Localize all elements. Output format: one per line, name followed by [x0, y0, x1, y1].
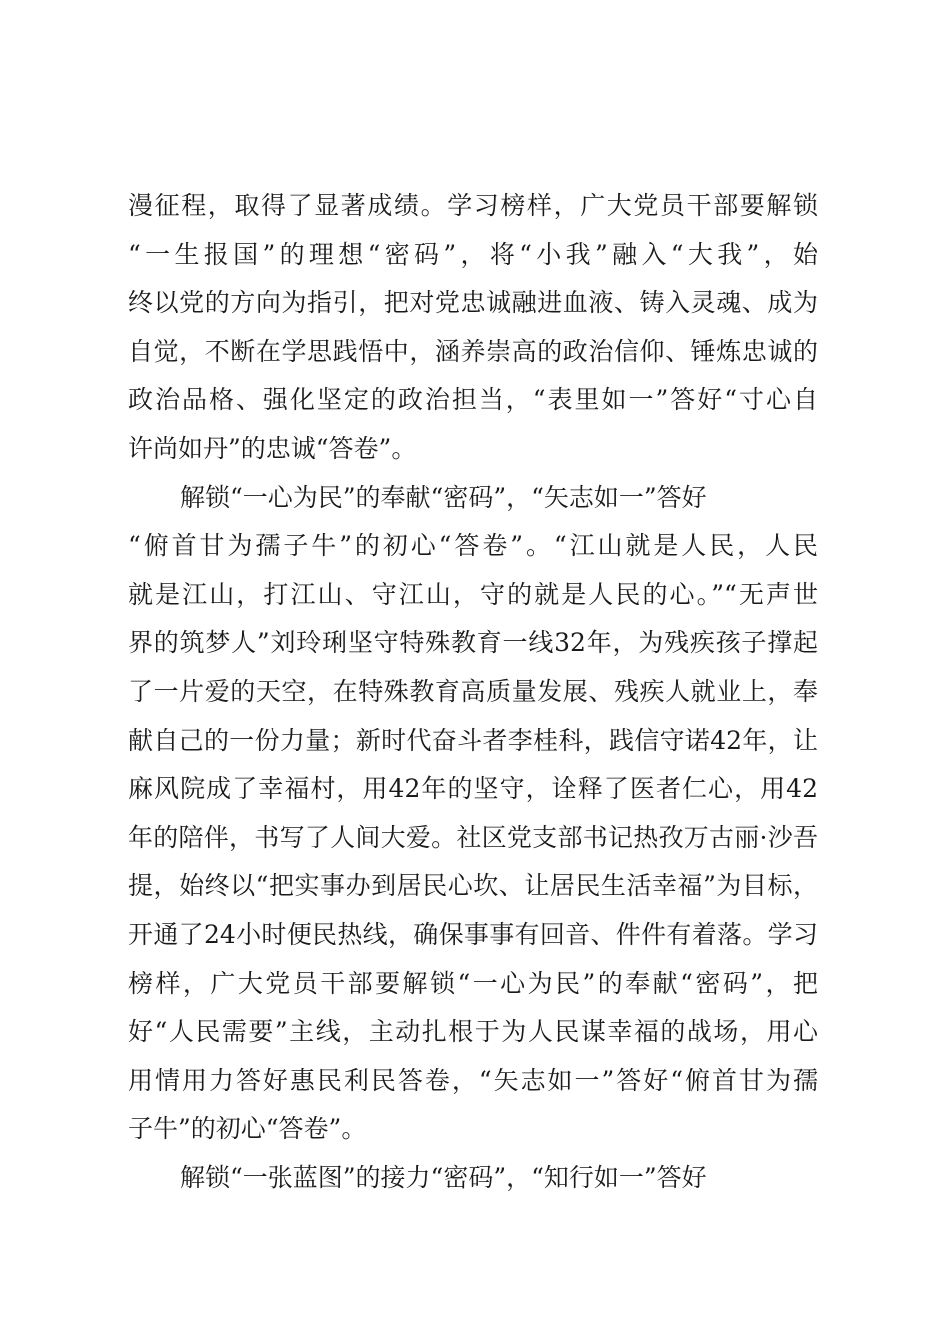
text-line: 了一片爱的天空，在特殊教育高质量发展、残疾人就业上，奉: [128, 676, 818, 706]
text-line: 就是江山，打江山、守江山，守的就是人民的心。”“无声世: [128, 579, 818, 609]
paragraph-first-line: 解锁“一张蓝图”的接力“密码”，“知行如一”答好: [180, 1162, 707, 1192]
text-line: 年的陪伴，书写了人间大爱。社区党支部书记热孜万古丽·沙吾: [128, 822, 818, 852]
text-line: 献自己的一份力量；新时代奋斗者李桂科，践信守诺42年，让: [128, 725, 818, 755]
document-body: [128, 182, 818, 1202]
text-line: 开通了24小时便民热线，确保事事有回音、件件有着落。学习: [128, 919, 818, 949]
text-line: 终以党的方向为指引，把对党忠诚融进血液、铸入灵魂、成为: [128, 288, 818, 318]
text-line: “俯首甘为孺子牛”的初心“答卷”。“江山就是人民，人民: [128, 531, 818, 561]
text-line: 榜样，广大党员干部要解锁“一心为民”的奉献“密码”，把: [128, 968, 818, 998]
text-line: 好“人民需要”主线，主动扎根于为人民谋幸福的战场，用心: [128, 1017, 818, 1047]
text-line: 麻风院成了幸福村，用42年的坚守，诠释了医者仁心，用42: [128, 774, 818, 804]
paragraph-first-line: 解锁“一心为民”的奉献“密码”，“矢志如一”答好: [180, 482, 707, 512]
text-line: 界的筑梦人”刘玲琍坚守特殊教育一线32年，为残疾孩子撑起: [128, 628, 818, 658]
text-line: 自觉，不断在学思践悟中，涵养崇高的政治信仰、锤炼忠诚的: [128, 336, 818, 366]
text-line: 用情用力答好惠民利民答卷，“矢志如一”答好“俯首甘为孺: [128, 1065, 818, 1095]
text-line: 许尚如丹”的忠诚“答卷”。: [128, 433, 417, 463]
text-line: “一生报国”的理想“密码”，将“小我”融入“大我”，始: [128, 239, 818, 269]
text-line: 子牛”的初心“答卷”。: [128, 1114, 367, 1144]
text-line: 政治品格、强化坚定的政治担当，“表里如一”答好“寸心自: [128, 385, 818, 415]
text-line: 漫征程，取得了显著成绩。学习榜样，广大党员干部要解锁: [128, 191, 818, 220]
text-line: 提，始终以“把实事办到居民心坎、让居民生活幸福”为目标，: [128, 871, 818, 901]
